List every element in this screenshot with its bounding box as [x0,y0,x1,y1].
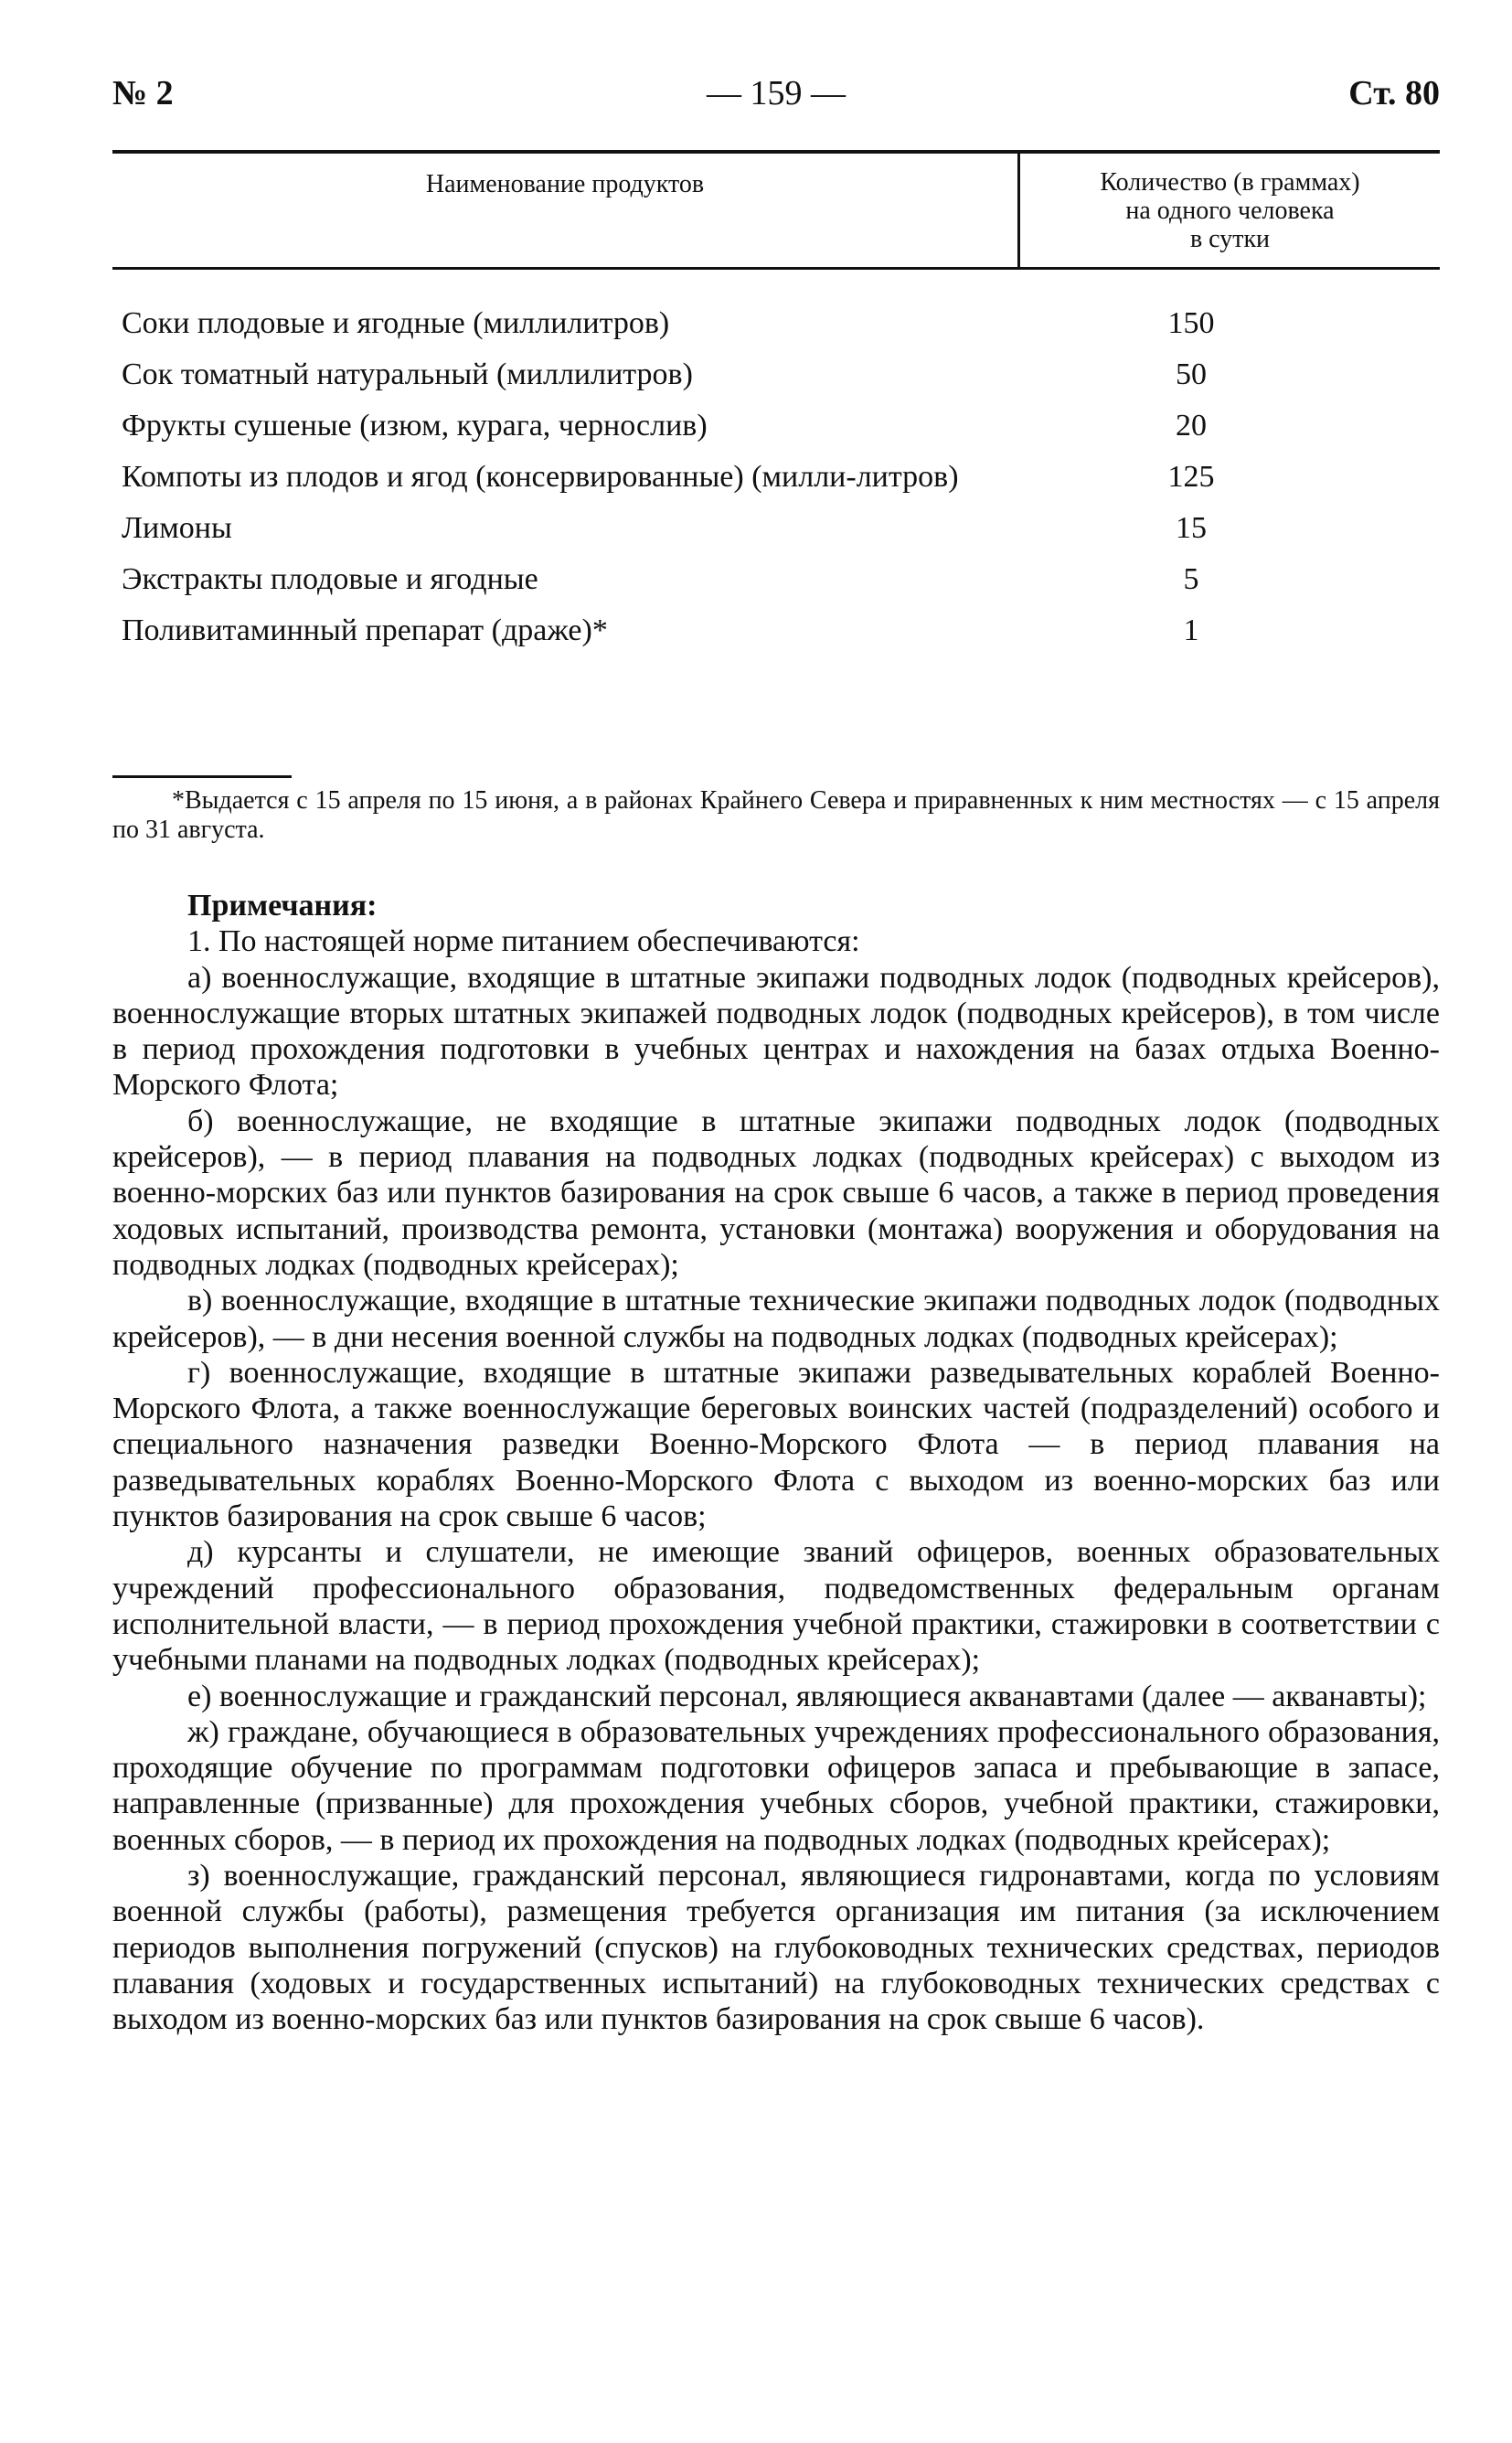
note-paragraph: б) военнослужащие, не входящие в штатные экипажи подводных лодок (подводных крейсеров), — в период плавания на подводных лодках (подводных крейсерах) с выходом из военно-морских баз или пунктов базирования на срок свыше 6 часов, а также в период проведения ходовых испытаний, производства ремонта, установки (монтажа) вооружения и оборудования на подводных лодках (подводных крейсерах); [112,1104,1440,1282]
product-quantity: 1 [1183,613,1199,647]
page-header [112,73,1440,128]
note-paragraph: д) курсанты и слушатели, не имеющие званий офицеров, военных образовательных учреждений профессионального образования, подведомственных федеральным органам исполнительной власти, — в период прохождения учебной практики, стажировки в соответствии с учебными планами на подводных лодках (подводных крейсерах); [112,1535,1440,1678]
issue-number: № 2 [112,74,174,112]
product-name: Лимоны [122,511,232,545]
column-header-quantity-line: в сутки [1189,225,1271,253]
table-header [112,150,1440,270]
note-paragraph: е) военнослужащие и гражданский персонал, являющиеся акванавтами (далее — акванавты); [187,1679,1427,1713]
product-name: Сок томатный натуральный (миллилитров) [122,357,693,391]
table-row [122,461,1440,494]
product-quantity: 50 [1176,357,1207,391]
product-name: Экстракты плодовые и ягодные [122,562,538,596]
table-row [122,512,1440,545]
column-header-quantity-line: Количество (в граммах) [1100,168,1360,197]
product-quantity: 15 [1176,511,1207,545]
footnote-rule [112,775,292,778]
note-paragraph: а) военнослужащие, входящие в штатные экипажи подводных лодок (подводных крейсеров), военнослужащие вторых штатных экипажей подводных лодок (подводных крейсеров), в том числе в период прохождения подготовки в учебных центрах и нахождения на базах отдыха Военно-Морского Флота; [112,960,1440,1103]
product-quantity: 125 [1167,460,1215,494]
table-row [122,614,1440,647]
product-quantity: 150 [1167,306,1215,340]
product-name: Соки плодовые и ягодные (миллилитров) [122,306,670,340]
table-row [122,358,1440,391]
column-header-quantity [1020,168,1440,253]
note-paragraph: ж) граждане, обучающиеся в образовательных учреждениях профессионального образования, проходящие обучение по программам подготовки офицеров запаса и пребывающие в запасе, направленные (призванные) для прохождения учебных сборов, учебной практики, стажировки, военных сборов, — в период их прохождения на подводных лодках (подводных крейсерах); [112,1714,1440,1857]
product-table-body [122,307,1440,666]
table-row [122,410,1440,443]
product-name: Поливитаминный препарат (драже)* [122,613,608,647]
column-header-product: Наименование продуктов [425,170,705,198]
product-quantity: 5 [1183,562,1199,596]
note-paragraph: г) военнослужащие, входящие в штатные экипажи разведывательных кораблей Военно-Морского Флота, а также военнослужащие береговых воинских частей (подразделений) особого и специального назначения разведки Военно-Морского Флота — в период плавания на разведывательных кораблях Военно-Морского Флота с выходом из военно-морских баз или пунктов базирования на срок свыше 6 часов; [112,1355,1440,1534]
note-paragraph: з) военнослужащие, гражданский персонал, являющиеся гидронавтами, когда по условиям военной службы (работы), размещения требуется организация им питания (за исключением периодов выполнения погружений (спусков) на глубоководных технических средствах, периодов плавания (ходовых и государственных испытаний) на глубоководных технических средствах с выходом из военно-морских баз или пунктов базирования на срок свыше 6 часов). [112,1859,1440,2037]
footnote: *Выдается с 15 апреля по 15 июня, а в районах Крайнего Севера и приравненных к ним местностях — с 15 апреля по 31 августа. [112,786,1440,844]
product-quantity: 20 [1176,409,1207,443]
notes-section [112,888,1440,2038]
note-paragraph: 1. По настоящей норме питанием обеспечиваются: [187,924,860,959]
article-number: Ст. 80 [1348,74,1440,112]
page-number: — 159 — [707,74,846,112]
table-row [122,307,1440,340]
note-paragraph: в) военнослужащие, входящие в штатные технические экипажи подводных лодок (подводных крейсеров), — в дни несения военной службы на подводных лодках (подводных крейсерах); [112,1284,1440,1354]
notes-heading: Примечания: [187,889,378,923]
column-header-quantity-line: на одного человека [1125,197,1335,225]
product-name: Компоты из плодов и ягод (консервированные) (милли-литров) [122,460,959,494]
table-row [122,563,1440,596]
product-name: Фрукты сушеные (изюм, курага, чернослив) [122,409,708,443]
